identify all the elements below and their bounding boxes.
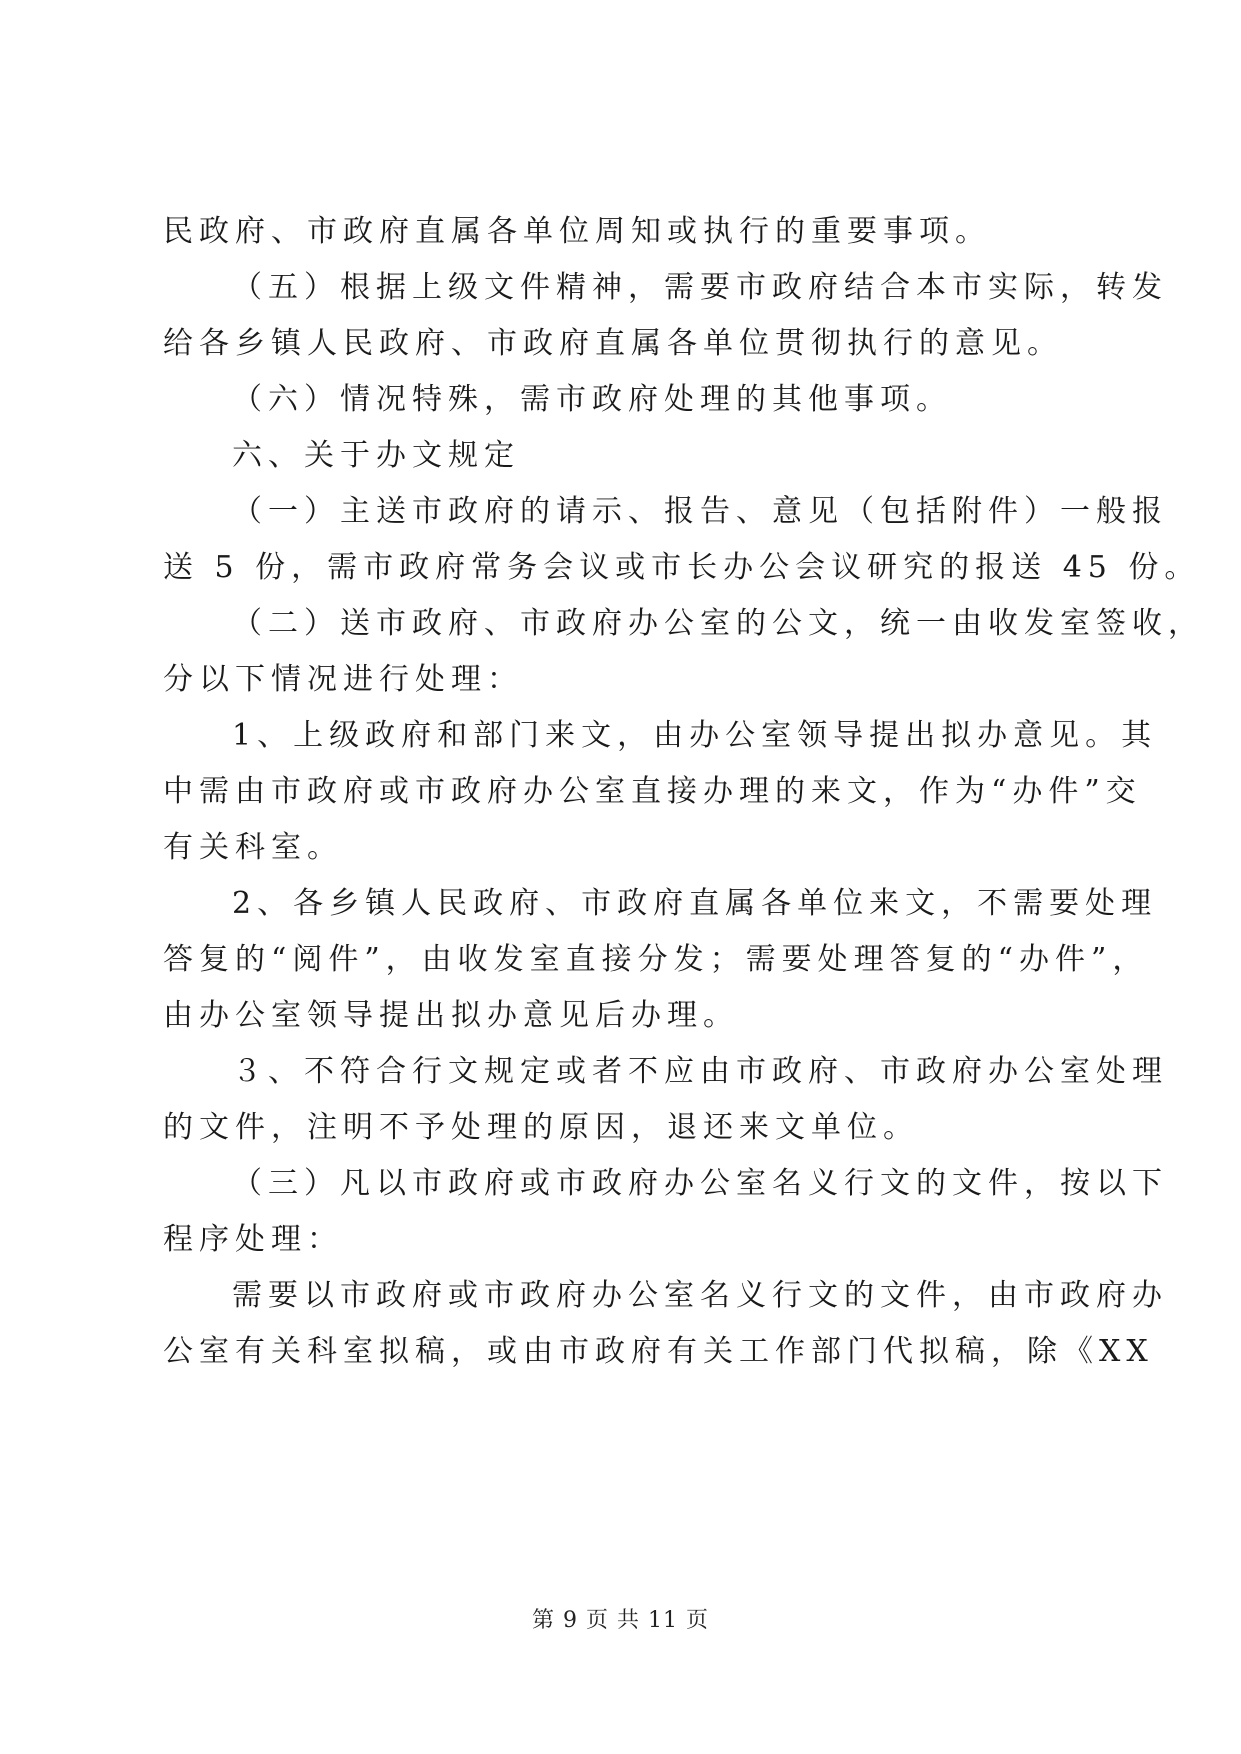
text-line-17: 的文件，注明不予处理的原因，退还来文单位。 (163, 1110, 919, 1145)
text-line-2: （五）根据上级文件精神，需要市政府结合本市实际，转发 (232, 270, 1168, 305)
text-line-7: 送 5 份，需市政府常务会议或市长办公会议研究的报送 45 份。 (163, 550, 1201, 585)
text-line-21: 公室有关科室拟稿，或由市政府有关工作部门代拟稿，除《XX (163, 1334, 1154, 1369)
text-line-16: ３、不符合行文规定或者不应由市政府、市政府办公室处理 (232, 1054, 1168, 1089)
text-line-13: 2、各乡镇人民政府、市政府直属各单位来文，不需要处理 (232, 886, 1158, 921)
text-line-20: 需要以市政府或市政府办公室名义行文的文件，由市政府办 (232, 1278, 1168, 1313)
text-line-15: 由办公室领导提出拟办意见后办理。 (163, 998, 739, 1033)
text-line-3: 给各乡镇人民政府、市政府直属各单位贯彻执行的意见。 (163, 326, 1063, 361)
text-line-6: （一）主送市政府的请示、报告、意见（包括附件）一般报 (232, 494, 1168, 529)
text-line-1: 民政府、市政府直属各单位周知或执行的重要事项。 (163, 214, 991, 249)
text-line-19: 程序处理： (163, 1222, 343, 1257)
text-line-11: 中需由市政府或市政府办公室直接办理的来文，作为“办件”交 (163, 774, 1142, 809)
text-line-10: 1、上级政府和部门来文，由办公室领导提出拟办意见。其 (232, 718, 1158, 753)
text-line-14: 答复的“阅件”，由收发室直接分发；需要处理答复的“办件”， (163, 942, 1149, 977)
text-line-9: 分以下情况进行处理： (163, 662, 523, 697)
text-line-8: （二）送市政府、市政府办公室的公文，统一由收发室签收， (232, 606, 1204, 641)
text-line-12: 有关科室。 (163, 830, 343, 865)
page-number-footer: 第 9 页 共 11 页 (532, 1608, 709, 1633)
text-line-4: （六）情况特殊，需市政府处理的其他事项。 (232, 382, 952, 417)
section-heading: 六、关于办文规定 (232, 438, 520, 473)
text-line-18: （三）凡以市政府或市政府办公室名义行文的文件，按以下 (232, 1166, 1168, 1201)
